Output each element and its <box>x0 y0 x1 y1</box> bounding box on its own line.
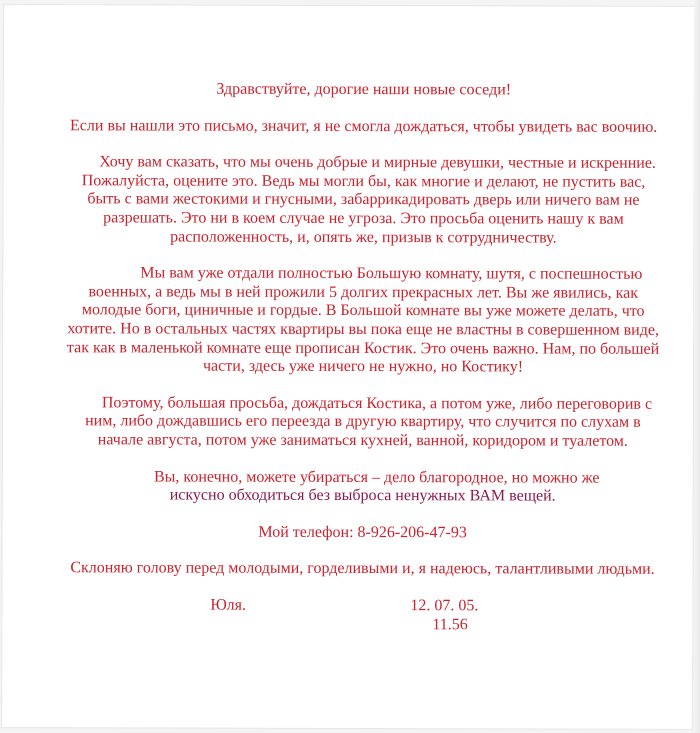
letter-paragraph-kindness: Хочу вам сказать, что мы очень добрые и мирные девушки, честные и искренние. Пожалуйста, оцените это. Ведь мы могли бы, как многие и делают, не пустить вас, быть с вами жестокими и гнусными, забаррикадировать дверь или ничего вам не разрешать. Это ни в коем случае не угроза. Это просьба оценить нашу к вам расположенность, и, опять же, призыв к сотрудничеству. <box>81 153 656 247</box>
letter-paragraph-big-room: Мы вам уже отдали полностью Большую комнату, шутя, с поспешностью военных, а ведь мы в ней прожили 5 долгих прекрасных лет. Вы же явились, как молодые боги, циничные и гордые. В Большой комнате вы уже можете делать, что хотите. Но в остальных частях квартиры вы пока еще не властны в совершенном виде, так как в маленькой комнате еще прописан Костик. Это очень важно. Нам, по большей части, здесь уже ничего не нужно, но Костику! <box>66 264 660 376</box>
cleaning-line-2: искусно обходиться без выброса ненужных ВАМ вещей. <box>169 486 556 505</box>
letter-paragraph-intro: Если вы нашли это письмо, значит, я не смогла дождаться, чтобы увидеть вас воочию. <box>70 116 658 136</box>
letter-paragraph-request: Поэтому, большая просьба, дождаться Костика, а потом уже, либо переговорив с ним, либо дождавшись его переезда в другую квартиру, что случится по слухам в начале августа, потом уже заниматься кухней, ванной, коридором и туалетом. <box>85 394 653 450</box>
signature-block <box>62 596 662 642</box>
letter-closing: Склоняю голову перед молодыми, горделивыми и, я надеюсь, талантливыми людьми. <box>70 559 655 579</box>
letter-greeting: Здравствуйте, дорогие наши новые соседи! <box>216 80 512 99</box>
signature-date: 12. 07. 05. <box>410 597 479 615</box>
letter-sheet <box>2 5 694 729</box>
signature-time: 11.56 <box>432 616 468 634</box>
letter-paragraph-cleaning <box>63 468 663 507</box>
cleaning-line-1: Вы, конечно, можете убираться – дело благородное, но можно же <box>153 467 600 487</box>
paper-edge-shadow <box>694 0 700 733</box>
letter-body <box>62 80 663 641</box>
signature-name: Юля. <box>210 596 247 614</box>
letter-phone: Мой телефон: 8-926-206-47-93 <box>258 523 467 541</box>
